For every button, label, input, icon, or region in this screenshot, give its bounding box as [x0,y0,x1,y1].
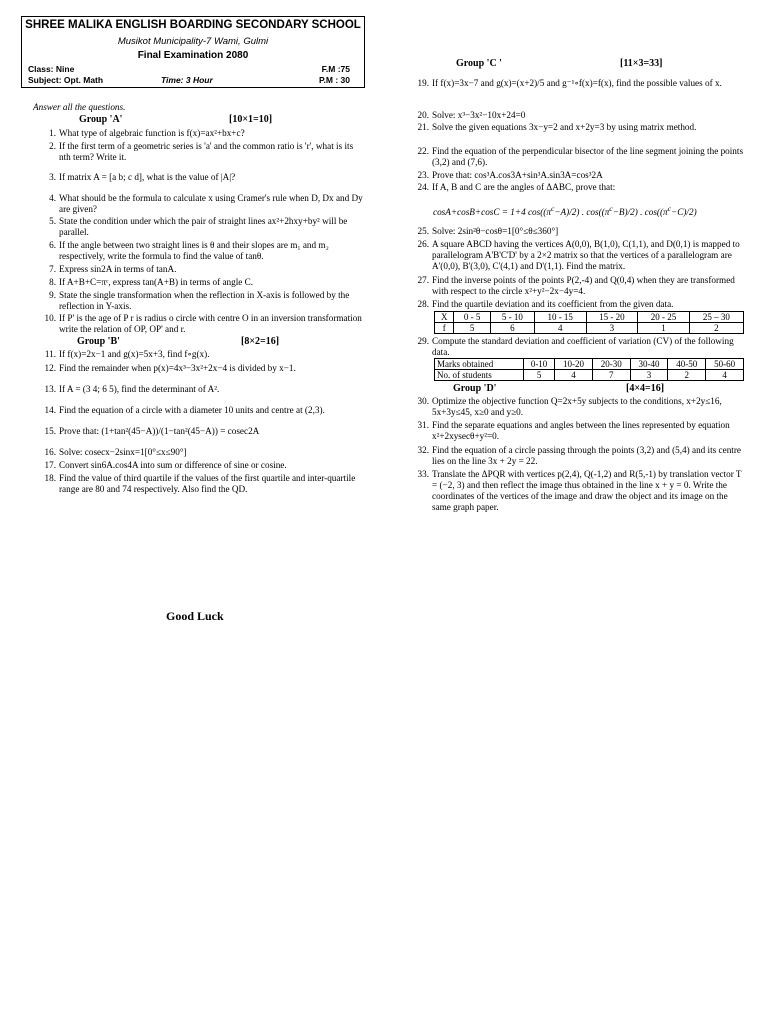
closing-text: Good Luck [166,609,224,623]
table-cell: 30-40 [630,359,668,370]
group-d-title: Group 'D' [453,383,497,394]
exam-title: Final Examination 2080 [137,50,249,61]
group-c-marks: [11×3=33] [620,58,663,69]
table-row [435,359,744,370]
table-cell: Marks obtained [435,359,524,370]
table-quartile [434,311,744,334]
table-row [435,312,744,323]
table-cell: 3 [586,323,638,334]
table-cell: X [435,312,454,323]
group-d-marks: [4×4=16] [626,383,665,394]
instruction: Answer all the questions. [33,102,126,112]
class-label: Class: Nine [28,64,75,74]
table-cell: 10 - 15 [534,312,586,323]
table-cell: 20-30 [592,359,630,370]
school-address: Musikot Municipality-7 Wami, Gulmi [117,36,269,47]
subject-label: Subject: Opt. Math [28,75,104,85]
full-marks: F.M :75 [321,64,350,74]
table-cell: 0 - 5 [454,312,490,323]
time-label: Time: 3 Hour [161,75,213,85]
group-a-title: Group 'A' [79,114,123,125]
table-cell: f [435,323,454,334]
table-cell: 20 - 25 [638,312,690,323]
table-cell: 25 – 30 [689,312,743,323]
class-row [28,64,350,75]
table-cell: 4 [534,323,586,334]
table-cell: 1 [638,323,690,334]
table-cell: 5 - 10 [490,312,534,323]
table-cell: 4 [555,370,593,381]
table-cell: 2 [668,370,706,381]
table-cell: No. of students [435,370,524,381]
exam-header [21,16,365,88]
table-cell: 15 - 20 [586,312,638,323]
table-row [435,370,744,381]
table-cell: 0-10 [523,359,554,370]
pass-marks: P.M : 30 [318,75,350,85]
table-marks [434,358,744,381]
table-cell: 3 [630,370,668,381]
table-cell: 40-50 [668,359,706,370]
table-cell: 7 [592,370,630,381]
group-c-title: Group 'C ' [456,58,502,69]
table-cell: 5 [523,370,554,381]
table-cell: 50-60 [706,359,744,370]
table-cell: 6 [490,323,534,334]
table-cell: 5 [454,323,490,334]
group-b-marks: [8×2=16] [241,336,280,347]
subject-row [28,75,350,86]
table-row [435,323,744,334]
table-cell: 10-20 [555,359,593,370]
group-a-marks: [10×1=10] [229,114,273,125]
q24-formula: cosA+cosB+cosC = 1+4 $\cos((\pi^c-A)/2)$ . $\cos((\pi^c-B)/2)$ . $\cos((\pi^c-C)/2)$ [433,204,697,218]
table-cell: 2 [689,323,743,334]
group-b-title: Group 'B' [77,336,120,347]
school-name: SHREE MALIKA ENGLISH BOARDING SECONDARY SCHOOL [25,19,361,31]
table-cell: 4 [706,370,744,381]
